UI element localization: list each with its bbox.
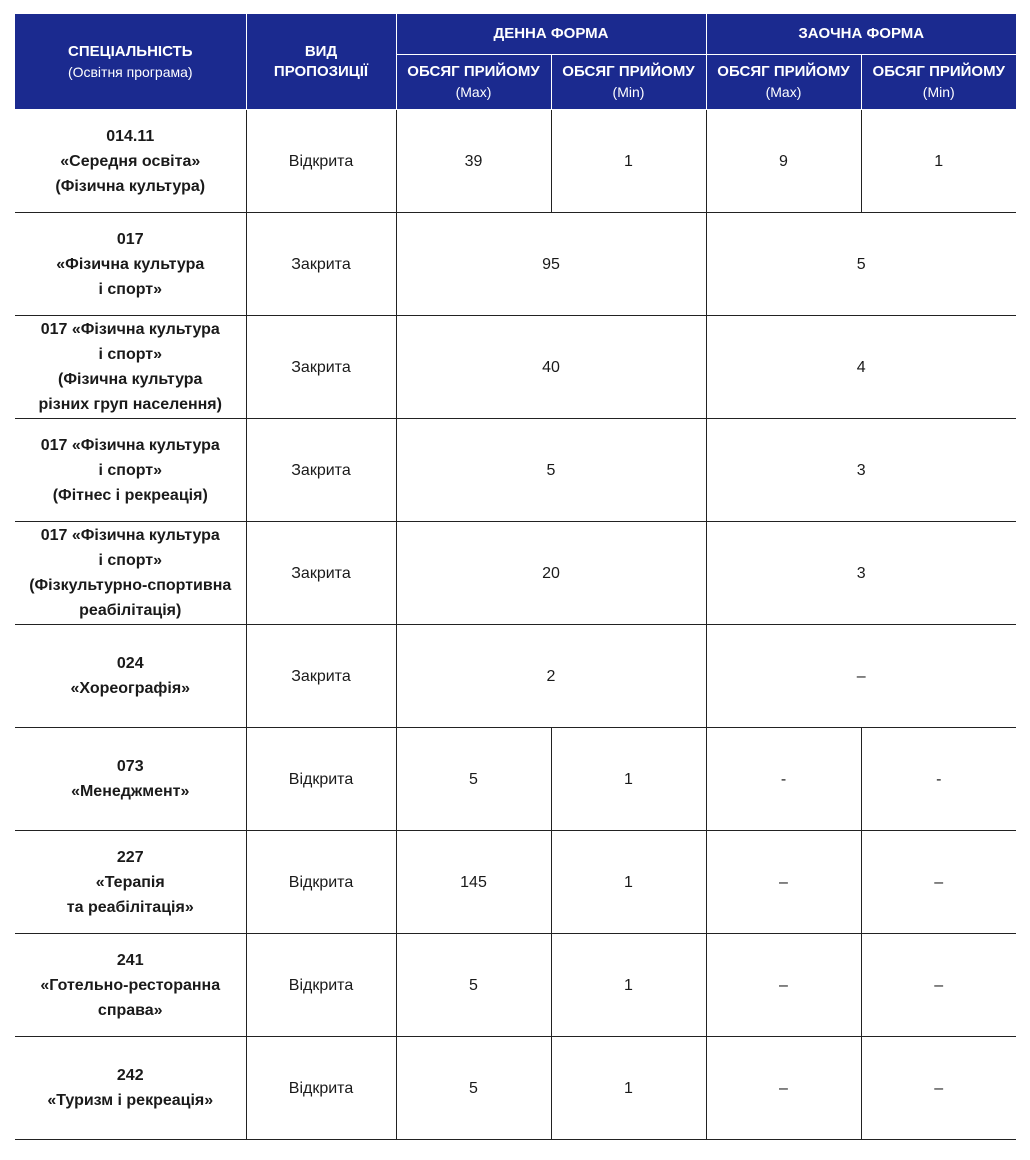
header-volume-label: ОБСЯГ ПРИЙОМУ [407, 63, 540, 80]
day-volume-cell: 20 [396, 522, 706, 625]
day-min-cell: 1 [551, 934, 706, 1037]
header-offer-type [246, 14, 396, 110]
table-row [15, 522, 1016, 625]
specialty-line: 227 [116, 848, 144, 866]
extramural-volume-cell: 3 [706, 419, 1016, 522]
specialty-line: 017 «Фізична культура [40, 436, 220, 454]
header-volume-label: ОБСЯГ ПРИЙОМУ [717, 63, 850, 80]
extramural-volume-cell: 3 [706, 522, 1016, 625]
specialty-line: (Фізична культура [58, 371, 203, 388]
admission-table-page [15, 13, 1015, 1140]
specialty-line: «Терапія [95, 873, 165, 891]
specialty-line: 017 «Фізична культура [40, 321, 220, 338]
specialty-line: 017 [116, 230, 144, 248]
day-max-cell: 5 [396, 1037, 551, 1140]
extramural-volume-cell: 4 [706, 316, 1016, 419]
offer-type-cell: Закрита [246, 316, 396, 419]
specialty-line: і спорт» [98, 552, 163, 569]
day-min-cell: 1 [551, 831, 706, 934]
header-specialty-title: СПЕЦІАЛЬНІСТЬ [68, 42, 193, 60]
specialty-cell [15, 110, 246, 213]
day-volume-cell: 95 [396, 213, 706, 316]
table-row [15, 419, 1016, 522]
day-max-cell: 145 [396, 831, 551, 934]
specialty-line: і спорт» [98, 346, 163, 363]
header-ext-min [861, 55, 1016, 110]
specialty-line: 014.11 [106, 127, 155, 145]
header-offer-type-line2: ПРОПОЗИЦІЇ [273, 62, 369, 80]
header-min-label: (Min) [612, 84, 645, 100]
specialty-line: «Хореографія» [70, 680, 191, 697]
day-min-cell: 1 [551, 1037, 706, 1140]
table-row [15, 110, 1016, 213]
admission-volume-table [15, 13, 1016, 1140]
specialty-line: «Готельно-ресторанна [40, 976, 221, 994]
specialty-line: і спорт» [98, 280, 163, 298]
offer-type-cell: Закрита [246, 522, 396, 625]
table-row [15, 625, 1016, 728]
offer-type-cell: Відкрита [246, 934, 396, 1037]
specialty-cell [15, 419, 246, 522]
header-day-form: ДЕННА ФОРМА [396, 14, 706, 55]
offer-type-cell: Відкрита [246, 728, 396, 831]
specialty-cell [15, 934, 246, 1037]
extramural-max-cell: – [706, 934, 861, 1037]
table-row [15, 831, 1016, 934]
specialty-line: 241 [116, 951, 144, 969]
extramural-max-cell: – [706, 831, 861, 934]
header-min-label: (Min) [922, 84, 955, 100]
extramural-min-cell: – [861, 1037, 1016, 1140]
extramural-max-cell: 9 [706, 110, 861, 213]
offer-type-cell: Закрита [246, 419, 396, 522]
table-row [15, 934, 1016, 1037]
day-max-cell: 5 [396, 934, 551, 1037]
header-max-label: (Max) [765, 84, 802, 100]
specialty-cell [15, 1037, 246, 1140]
extramural-min-cell: 1 [861, 110, 1016, 213]
day-min-cell: 1 [551, 110, 706, 213]
day-max-cell: 39 [396, 110, 551, 213]
specialty-cell [15, 213, 246, 316]
table-body [15, 110, 1016, 1140]
table-row [15, 1037, 1016, 1140]
specialty-line: 073 [116, 758, 144, 775]
day-volume-cell: 5 [396, 419, 706, 522]
specialty-cell [15, 522, 246, 625]
extramural-min-cell: – [861, 831, 1016, 934]
table-header [15, 14, 1016, 110]
header-volume-label: ОБСЯГ ПРИЙОМУ [872, 63, 1005, 80]
extramural-max-cell: – [706, 1037, 861, 1140]
specialty-line: і спорт» [98, 461, 163, 479]
offer-type-cell: Відкрита [246, 1037, 396, 1140]
specialty-line: (Фізкультурно-спортивна [29, 577, 232, 594]
header-specialty-subtitle: (Освітня програма) [67, 63, 193, 80]
header-ext-max [706, 55, 861, 110]
extramural-min-cell: - [861, 728, 1016, 831]
specialty-line: різних груп населення) [38, 396, 222, 413]
specialty-cell [15, 728, 246, 831]
day-min-cell: 1 [551, 728, 706, 831]
header-max-label: (Max) [455, 84, 492, 100]
specialty-line: 242 [116, 1067, 144, 1084]
specialty-line: «Менеджмент» [71, 783, 190, 800]
table-row [15, 728, 1016, 831]
specialty-line: реабілітація) [79, 602, 182, 619]
specialty-line: «Туризм і рекреація» [47, 1092, 214, 1109]
extramural-max-cell: - [706, 728, 861, 831]
offer-type-cell: Закрита [246, 625, 396, 728]
day-volume-cell: 2 [396, 625, 706, 728]
specialty-cell [15, 316, 246, 419]
extramural-volume-cell: – [706, 625, 1016, 728]
specialty-line: «Фізична культура [56, 255, 205, 273]
specialty-line: 024 [116, 655, 144, 672]
header-offer-type-line1: ВИД [304, 42, 338, 60]
specialty-cell [15, 625, 246, 728]
specialty-line: (Фізична культура) [55, 177, 206, 195]
header-specialty [15, 14, 246, 110]
header-volume-label: ОБСЯГ ПРИЙОМУ [562, 63, 695, 80]
offer-type-cell: Відкрита [246, 110, 396, 213]
extramural-min-cell: – [861, 934, 1016, 1037]
offer-type-cell: Закрита [246, 213, 396, 316]
specialty-line: (Фітнес і рекреація) [52, 486, 208, 504]
specialty-cell [15, 831, 246, 934]
specialty-line: справа» [97, 1001, 163, 1019]
header-day-min [551, 55, 706, 110]
table-row [15, 316, 1016, 419]
extramural-volume-cell: 5 [706, 213, 1016, 316]
day-volume-cell: 40 [396, 316, 706, 419]
specialty-line: 017 «Фізична культура [40, 527, 220, 544]
specialty-line: та реабілітація» [66, 898, 194, 916]
specialty-line: «Середня освіта» [60, 152, 201, 170]
header-extramural-form: ЗАОЧНА ФОРМА [706, 14, 1016, 55]
header-day-max [396, 55, 551, 110]
offer-type-cell: Відкрита [246, 831, 396, 934]
table-row [15, 213, 1016, 316]
day-max-cell: 5 [396, 728, 551, 831]
